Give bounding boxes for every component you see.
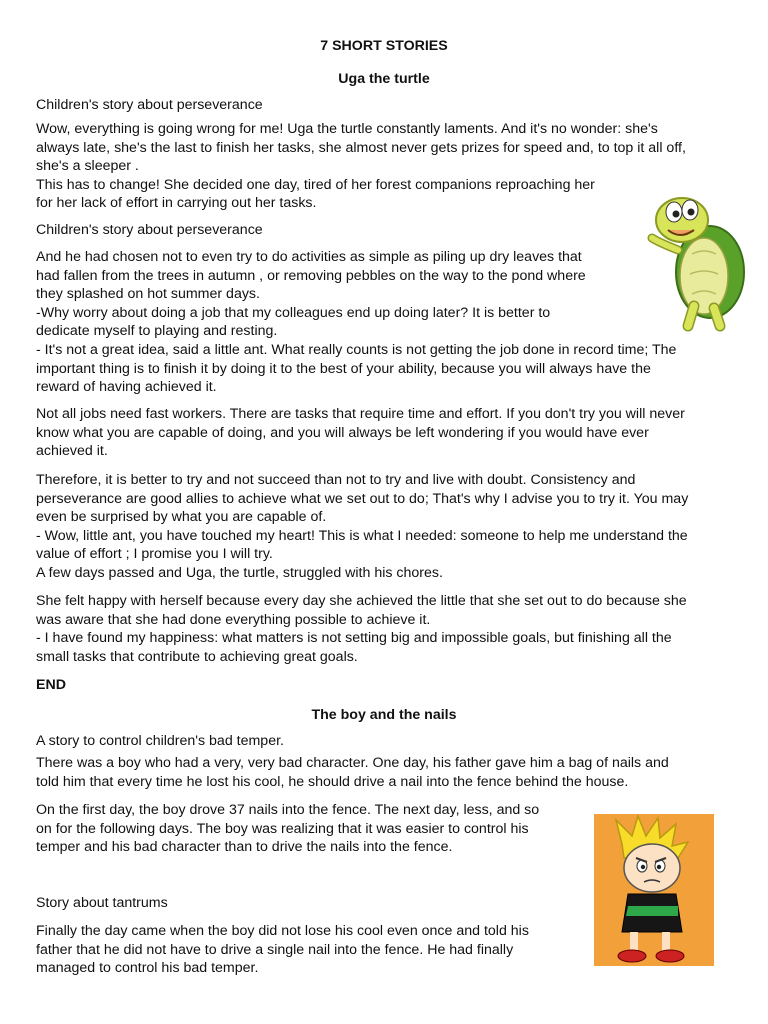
story1-paragraph-3 bbox=[36, 405, 685, 461]
story1-paragraph-2 bbox=[36, 248, 676, 397]
text-line: She felt happy with herself because every day she achieved the little that she set out to do because she bbox=[36, 593, 687, 609]
text-line: Wow, everything is going wrong for me! Uga the turtle constantly laments. And it's no wonder: she's bbox=[36, 121, 658, 137]
text-line: This has to change! She decided one day, tired of her forest companions reproaching her bbox=[36, 176, 595, 193]
text-line: value of effort ; I promise you I will try. bbox=[36, 546, 273, 563]
story2-paragraph-3 bbox=[36, 922, 529, 978]
text-line: had fallen from the trees in autumn , or removing pebbles on the way to the pond where bbox=[36, 267, 586, 284]
main-title: 7 SHORT STORIES bbox=[320, 38, 448, 54]
story1-paragraph-5 bbox=[36, 592, 687, 666]
text-line: important thing is to finish it by doing it to the best of your ability, because you will always have the bbox=[36, 360, 651, 377]
text-line: On the first day, the boy drove 37 nails into the fence. The next day, less, and so bbox=[36, 802, 540, 818]
text-line: A few days passed and Uga, the turtle, struggled with his chores. bbox=[36, 564, 443, 581]
story1-paragraph-1 bbox=[36, 120, 686, 213]
text-line: - I have found my happiness: what matters is not setting big and impossible goals, but finishing all the bbox=[36, 630, 672, 647]
text-line: managed to control his bad temper. bbox=[36, 960, 259, 977]
story1-subtitle-2: Children's story about perseverance bbox=[36, 222, 263, 238]
text-line: for her lack of effort in carrying out her tasks. bbox=[36, 195, 317, 212]
text-line: on for the following days. The boy was realizing that it was easier to control his bbox=[36, 820, 529, 837]
text-line: And he had chosen not to even try to do activities as simple as piling up dry leaves that bbox=[36, 249, 582, 265]
story1-paragraph-4 bbox=[36, 471, 688, 583]
text-line: even be surprised by what you are capable of. bbox=[36, 509, 327, 526]
text-line: temper and his bad character than to drive the nails into the fence. bbox=[36, 839, 453, 856]
text-line: father that he did not have to drive a single nail into the fence. He had finally bbox=[36, 941, 514, 958]
story2-subtitle-2: Story about tantrums bbox=[36, 895, 168, 911]
text-line: - It's not a great idea, said a little ant. What really counts is not getting the job done in record time; The bbox=[36, 341, 677, 358]
text-line: Not all jobs need fast workers. There are tasks that require time and effort. If you don't try you will never bbox=[36, 406, 685, 422]
story1-title: Uga the turtle bbox=[338, 71, 430, 87]
text-line: achieved it. bbox=[36, 443, 108, 460]
text-line: Finally the day came when the boy did not lose his cool even once and told his bbox=[36, 923, 529, 939]
text-line: know what you are capable of doing, and you will always be left wondering if you would have ever bbox=[36, 424, 649, 441]
story1-subtitle-1: Children's story about perseverance bbox=[36, 97, 263, 113]
story2-paragraph-1 bbox=[36, 754, 669, 791]
text-line: dedicate myself to playing and resting. bbox=[36, 323, 278, 340]
text-line: always late, she's the last to finish her tasks, she almost never gets prizes for speed and, to top it all off, bbox=[36, 139, 686, 156]
text-line: they splashed on hot summer days. bbox=[36, 286, 260, 303]
text-line: reward of having achieved it. bbox=[36, 379, 217, 396]
end-label: END bbox=[36, 677, 66, 693]
story2-subtitle-1: A story to control children's bad temper. bbox=[36, 733, 284, 749]
text-line: perseverance are good allies to achieve what we set out to do; That's why I advise you to try it. You may bbox=[36, 490, 689, 507]
text-line: small tasks that contribute to achieving great goals. bbox=[36, 648, 358, 665]
text-line: Therefore, it is better to try and not succeed than not to try and live with doubt. Consistency and bbox=[36, 472, 636, 488]
boy-illustration bbox=[594, 814, 714, 966]
turtle-illustration bbox=[644, 190, 746, 336]
text-line: There was a boy who had a very, very bad character. One day, his father gave him a bag of nails and bbox=[36, 755, 669, 771]
text-line: was aware that she had done everything possible to achieve it. bbox=[36, 611, 431, 628]
story2-paragraph-2 bbox=[36, 801, 539, 857]
text-line: - Wow, little ant, you have touched my heart! This is what I needed: someone to help me understand the bbox=[36, 527, 688, 544]
text-line: told him that every time he lost his cool, he should drive a nail into the fence behind the house. bbox=[36, 773, 629, 790]
story2-title: The boy and the nails bbox=[311, 707, 457, 723]
text-line: -Why worry about doing a job that my colleagues end up doing later? It is better to bbox=[36, 304, 551, 321]
text-line: she's a sleeper . bbox=[36, 158, 139, 175]
